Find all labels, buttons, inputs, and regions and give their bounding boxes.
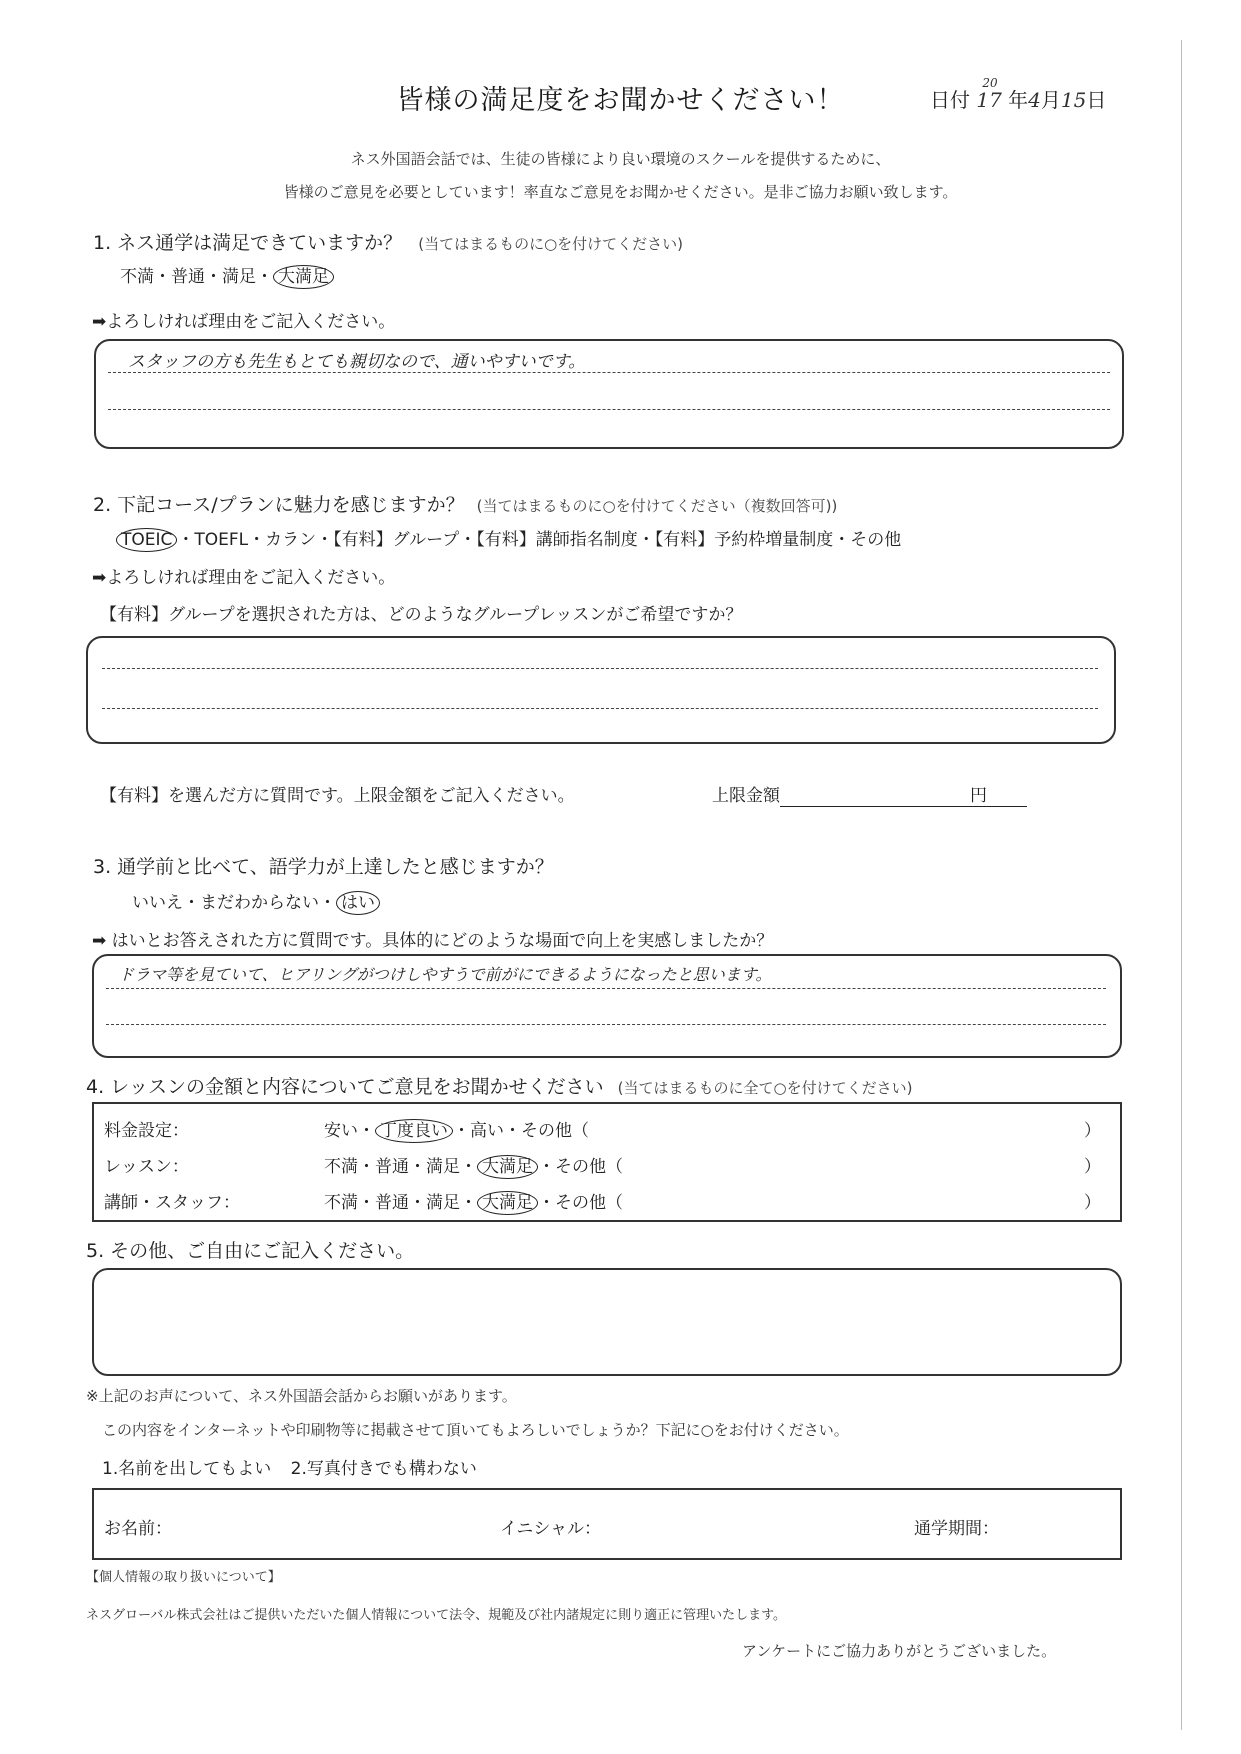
q3-option-unsure[interactable]: まだわからない <box>200 893 319 913</box>
consent-info-box <box>92 1488 1122 1560</box>
q3-option-no[interactable]: いいえ <box>132 893 183 913</box>
date-day-label: 日 <box>1086 88 1107 112</box>
q2-group-prompt: 【有料】グループを選択された方は、どのようなグループレッスンがご希望ですか？ <box>100 605 743 625</box>
q4-question <box>86 1072 912 1099</box>
q4-staff-dissatisfied[interactable]: 不満 <box>324 1193 358 1213</box>
q2-option-toeic-selected[interactable]: TOEIC <box>116 528 177 552</box>
period-label[interactable]: 通学期間： <box>914 1519 999 1539</box>
answer-line <box>106 988 1106 989</box>
consent-request: この内容をインターネットや印刷物等に掲載させて頂いてもよろしいでしょうか？下記に○をお付けください。 <box>102 1421 849 1439</box>
q2-price-field[interactable] <box>712 781 1027 807</box>
consent-option-photo[interactable]: 2.写真付きでも構わない <box>290 1459 477 1479</box>
q4-price-expensive[interactable]: 高い <box>470 1121 504 1141</box>
q1-options: 不満・普通・満足・ 大満足 <box>120 262 334 287</box>
q4-row-lesson-options: 不満・普通・満足・ 大満足 ・その他（ <box>324 1157 623 1177</box>
q3-followup: ➡ はいとお答えされた方に質問です。具体的にどのような場面で向上を実感しましたか？ <box>92 931 774 951</box>
q1-question <box>93 228 683 255</box>
q3-answer-box[interactable] <box>92 954 1122 1058</box>
q2-question <box>93 490 837 517</box>
q4-lesson-dissatisfied[interactable]: 不満 <box>324 1157 358 1177</box>
answer-line <box>108 372 1110 373</box>
q2-price-tail-line <box>987 786 1027 807</box>
date-day: 15 <box>1060 88 1087 112</box>
q2-option-toefl[interactable]: TOEFL <box>194 530 249 550</box>
q1-option-2[interactable]: 普通 <box>171 267 205 287</box>
q2-price-input-line[interactable] <box>780 786 970 807</box>
q3-handwritten-answer: ドラマ等を見ていて、ヒアリングがつけしやすうで前がにできるようになったと思います。 <box>118 965 772 984</box>
q2-price-unit: 円 <box>970 786 987 806</box>
answer-line <box>102 668 1098 669</box>
q1-note: (当てはまるものに○を付けてください) <box>418 235 684 253</box>
date-year: 17 <box>976 88 1002 112</box>
q5-answer-box[interactable] <box>92 1268 1122 1376</box>
q2-option-booking[interactable]: 【有料】予約枠増量制度 <box>654 530 834 550</box>
q4-lesson-very-satisfied-selected[interactable]: 大満足 <box>477 1155 538 1179</box>
q2-option-group[interactable]: 【有料】グループ <box>333 530 460 550</box>
date-month: 4 <box>1028 88 1041 112</box>
answer-line <box>102 708 1098 709</box>
q4-price-other[interactable]: その他（ <box>521 1121 589 1141</box>
q5-question: 5. その他、ご自由にご記入ください。 <box>86 1240 415 1262</box>
date-field <box>930 76 1107 113</box>
q4-staff-satisfied[interactable]: 満足 <box>426 1193 460 1213</box>
q4-row-staff-close: ） <box>1084 1193 1101 1213</box>
q2-option-teacher[interactable]: 【有料】講師指名制度 <box>476 530 638 550</box>
q3-followup-text: はいとお答えされた方に質問です。具体的にどのような場面で向上を実感しましたか？ <box>111 931 774 951</box>
q2-options: TOEIC ・TOEFL・カラン・【有料】グループ・【有料】講師指名制度・【有料】予約枠増量制度・その他 <box>116 525 901 550</box>
q4-row-staff-options: 不満・普通・満足・ 大満足 ・その他（ <box>324 1193 623 1213</box>
intro-line-1: ネス外国語会話では、生徒の皆様により良い環境のスクールを提供するために、 <box>350 150 891 168</box>
q4-staff-normal[interactable]: 普通 <box>375 1193 409 1213</box>
q4-row-lesson-close: ） <box>1084 1157 1101 1177</box>
initial-label[interactable]: イニシャル： <box>500 1519 601 1539</box>
q4-row-price-options: 安い・ 丁度良い ・高い・その他（ <box>324 1121 589 1141</box>
q3-options: いいえ・まだわからない・ はい <box>132 888 380 913</box>
q3-question: 3. 通学前と比べて、語学力が上達したと感じますか？ <box>93 856 554 878</box>
date-month-label: 月 <box>1040 88 1061 112</box>
q4-row-price-label: 料金設定： <box>104 1121 189 1141</box>
survey-title: 皆様の満足度をお聞かせください！ <box>396 85 845 116</box>
consent-notice: ※上記のお声について、ネス外国語会話からお願いがあります。 <box>86 1387 517 1405</box>
q1-reason-prompt: ➡よろしければ理由をご記入ください。 <box>92 312 396 332</box>
q2-option-other[interactable]: その他 <box>850 530 902 550</box>
answer-line <box>108 409 1110 410</box>
q4-note: (当てはまるものに全て○を付けてください) <box>617 1079 913 1097</box>
consent-options <box>102 1454 477 1479</box>
consent-option-name[interactable]: 1.名前を出してもよい <box>102 1459 272 1479</box>
name-label[interactable]: お名前： <box>104 1519 172 1539</box>
q2-price-prompt: 【有料】を選んだ方に質問です。上限金額をご記入ください。 <box>100 786 575 806</box>
q4-staff-other[interactable]: その他（ <box>555 1193 623 1213</box>
q4-staff-very-satisfied-selected[interactable]: 大満足 <box>477 1191 538 1215</box>
privacy-text: ネスグローバル株式会社はご提供いただいた個人情報について法令、規範及び社内諸規定に則り適正に管理いたします。 <box>86 1608 787 1623</box>
q4-price-just-right-selected[interactable]: 丁度良い <box>375 1119 453 1143</box>
q1-answer-box[interactable] <box>94 339 1124 449</box>
q1-option-1[interactable]: 不満 <box>120 267 154 287</box>
thanks-message: アンケートにご協力ありがとうございました。 <box>742 1642 1057 1660</box>
q4-lesson-satisfied[interactable]: 満足 <box>426 1157 460 1177</box>
answer-line <box>106 1024 1106 1025</box>
date-label: 日付 <box>930 88 970 112</box>
q2-note: (当てはまるものに○を付けてください（複数回答可)) <box>476 497 838 515</box>
q1-option-4-selected[interactable]: 大満足 <box>273 265 334 289</box>
q1-option-3[interactable]: 満足 <box>222 267 256 287</box>
q2-option-callan[interactable]: カラン <box>265 530 317 550</box>
q4-row-price-close: ） <box>1084 1121 1101 1141</box>
q1-handwritten-answer: スタッフの方も先生もとても親切なので、通いやすいです。 <box>128 352 586 372</box>
q4-question-text: 4. レッスンの金額と内容についてご意見をお聞かせください <box>86 1076 604 1098</box>
q3-option-yes-selected[interactable]: はい <box>336 891 380 915</box>
scan-edge-line <box>1181 40 1182 1730</box>
q2-answer-box[interactable] <box>86 636 1116 744</box>
date-year-prefix: 20 <box>982 76 998 90</box>
q4-table <box>92 1102 1122 1222</box>
q4-row-staff-label: 講師・スタッフ： <box>104 1193 240 1213</box>
q4-price-cheap[interactable]: 安い <box>324 1121 358 1141</box>
q2-question-text: 2. 下記コース/プランに魅力を感じますか？ <box>93 494 465 516</box>
q1-question-text: 1. ネス通学は満足できていますか？ <box>93 232 403 254</box>
q2-reason-prompt: ➡よろしければ理由をご記入ください。 <box>92 568 396 588</box>
q4-lesson-other[interactable]: その他（ <box>555 1157 623 1177</box>
date-year-label: 年 <box>1008 88 1029 112</box>
privacy-title: 【個人情報の取り扱いについて】 <box>86 1570 281 1585</box>
q4-row-lesson-label: レッスン： <box>104 1157 189 1177</box>
q4-lesson-normal[interactable]: 普通 <box>375 1157 409 1177</box>
intro-line-2: 皆様のご意見を必要としています！率直なご意見をお聞かせください。是非ご協力お願い致します。 <box>283 183 958 201</box>
q2-price-label: 上限金額 <box>712 786 780 806</box>
